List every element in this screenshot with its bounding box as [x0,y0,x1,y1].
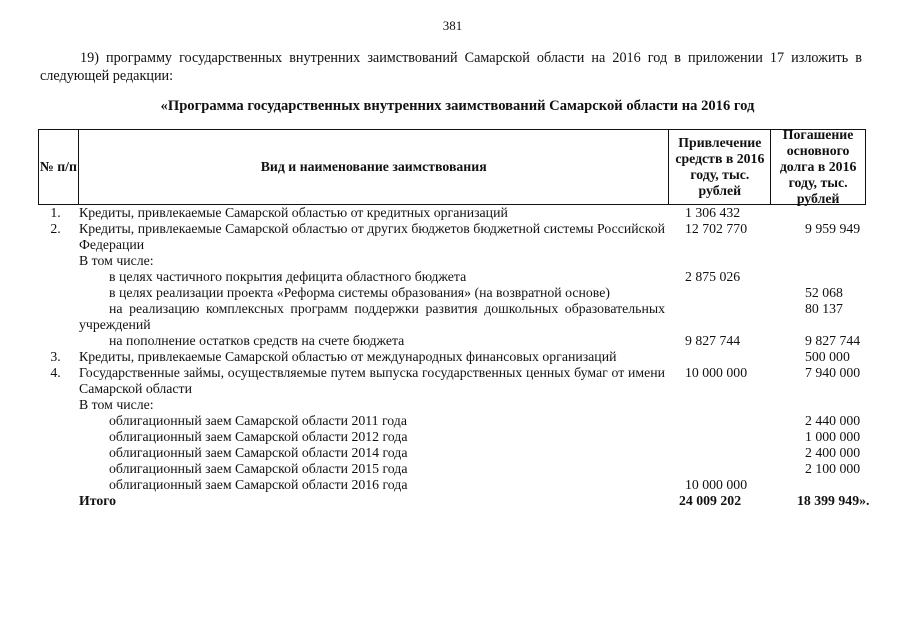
row-attraction: 12 702 770 [685,221,748,236]
intro-paragraph [40,49,862,85]
row-name: облигационный заем Самарской области 2014 года [109,445,408,460]
row-name: в целях реализации проекта «Реформа системы образования» (на возвратной основе) [109,285,610,300]
row-num [38,461,77,477]
table-row [38,253,866,269]
table-row [38,205,866,221]
row-repayment [771,477,866,493]
row-attraction: 9 827 744 [685,333,741,348]
intro-text: 19) программу государственных внутренних заимствований Самарской области на 2016 год в приложении 17 изложить в следующей редакции: [40,50,862,84]
row-name: Государственные займы, осуществляемые путем выпуска государственных ценных бумаг от имени Самарской области [79,365,665,396]
row-num [38,333,77,349]
row-name: облигационный заем Самарской области 2012 года [109,429,408,444]
row-repayment: 1 000 000 [805,429,861,444]
table-row [38,397,866,413]
row-repayment: 7 940 000 [805,365,861,380]
row-repayment: 9 827 744 [805,333,861,348]
table-row [38,413,866,429]
row-repayment: 2 400 000 [805,445,861,460]
row-num [38,429,77,445]
total-attraction: 24 009 202 [679,493,742,508]
row-repayment: 9 959 949 [805,221,861,236]
row-repayment [771,269,866,285]
header-num: № п/п [39,159,77,174]
row-attraction [669,397,771,413]
row-num: 3. [50,349,61,364]
row-attraction [669,445,771,461]
row-attraction [669,429,771,445]
row-repayment [771,205,866,221]
table-row [38,445,866,461]
row-num [38,477,77,493]
row-attraction: 1 306 432 [685,205,741,220]
table-body [38,205,870,509]
row-name: облигационный заем Самарской области 2016 года [109,477,408,492]
row-attraction: 10 000 000 [685,365,748,380]
row-repayment: 500 000 [805,349,850,364]
row-name: Кредиты, привлекаемые Самарской областью от международных финансовых организаций [79,349,617,364]
total-label: Итого [79,493,117,508]
total-repayment: 18 399 949». [797,493,870,508]
row-attraction [669,285,771,301]
row-attraction: 10 000 000 [685,477,748,492]
header-name: Вид и наименование заимствования [78,130,669,204]
row-attraction [669,253,771,269]
row-attraction: 2 875 026 [685,269,741,284]
row-name: облигационный заем Самарской области 2015 года [109,461,408,476]
row-name: на реализацию комплексных программ поддержки развития дошкольных образовательных учреждений [79,301,665,332]
table-row [38,477,866,493]
row-num: 4. [50,365,61,380]
row-name: В том числе: [79,397,154,412]
table-header [38,129,866,205]
row-name: В том числе: [79,253,154,268]
row-name: в целях частичного покрытия дефицита областного бюджета [109,269,467,284]
row-num [38,397,77,413]
row-num [38,301,77,333]
table-row [38,429,866,445]
row-repayment: 2 100 000 [805,461,861,476]
row-num [38,285,77,301]
row-attraction [669,413,771,429]
row-attraction [669,349,771,365]
row-name: на пополнение остатков средств на счете бюджета [109,333,405,348]
table-row [38,301,866,333]
row-repayment: 52 068 [805,285,843,300]
row-name: Кредиты, привлекаемые Самарской областью от кредитных организаций [79,205,508,220]
table-row [38,349,866,365]
row-repayment: 2 440 000 [805,413,861,428]
total-row [38,493,870,509]
row-attraction [669,301,771,333]
row-repayment: 80 137 [805,301,843,316]
row-num [38,253,77,269]
total-num [38,493,77,509]
header-repayment: Погашение основного долга в 2016 году, тыс. рублей [770,130,865,204]
row-num [38,269,77,285]
row-name: Кредиты, привлекаемые Самарской областью от других бюджетов бюджетной системы Российской Федерации [79,221,665,252]
table-row [38,269,866,285]
row-repayment [771,253,866,269]
table-row [38,285,866,301]
row-num [38,413,77,429]
borrowing-table [38,127,870,509]
table-row [38,461,866,477]
row-name: облигационный заем Самарской области 2011 года [109,413,407,428]
table-title: «Программа государственных внутренних заимствований Самарской области на 2016 год [160,98,755,114]
table-row [38,333,866,349]
table-row [38,365,866,397]
row-num: 1. [50,205,61,220]
row-attraction [669,461,771,477]
table-row [38,221,866,253]
row-repayment [771,397,866,413]
row-num: 2. [50,221,61,236]
header-attraction: Привлечение средств в 2016 году, тыс. рублей [668,130,770,204]
row-num [38,445,77,461]
page-number: 381 [442,18,463,33]
